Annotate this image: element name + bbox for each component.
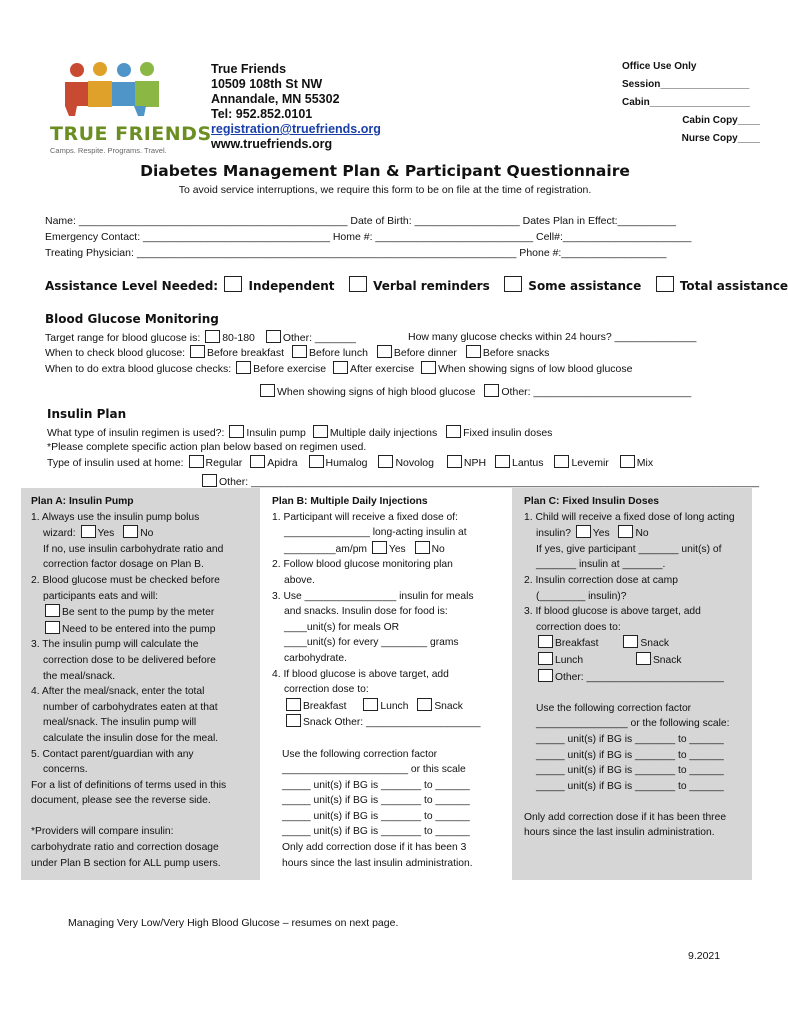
plan-c-units-field[interactable]: If yes, give participant _______ unit(s) of: [536, 543, 722, 555]
extra-other-field[interactable]: Other: ___________________________: [501, 386, 692, 398]
plan-b-line: Only add correction dose if it has been 3: [282, 842, 467, 854]
plan-c-snack-checkbox[interactable]: [623, 635, 638, 648]
plan-b-line: Use the following correction factor: [282, 748, 438, 760]
plan-a-line: under Plan B section for ALL pump users.: [31, 857, 221, 869]
some-assistance-label: Some assistance: [528, 279, 642, 293]
bg-when-label: When to check blood glucose:: [45, 347, 186, 359]
plan-c-other-checkbox[interactable]: [538, 669, 553, 682]
org-name: True Friends: [211, 62, 287, 76]
plan-a-line: meal/snack. The insulin pump will: [43, 717, 197, 729]
plan-c-line: 1. Child will receive a fixed dose of long acting: [524, 511, 735, 523]
assistance-label: Assistance Level Needed:: [45, 279, 219, 293]
plan-b-scale-row[interactable]: _____ unit(s) if BG is _______ to ______: [282, 826, 470, 838]
low-signs-checkbox[interactable]: [421, 361, 436, 374]
independent-label: Independent: [248, 279, 335, 293]
plan-a-line: the meal/snack.: [43, 670, 116, 682]
plan-a-line: 1. Always use the insulin pump bolus: [31, 511, 200, 523]
plan-c-line: 2. Insulin correction dose at camp: [524, 574, 678, 586]
bg-extra-label: When to do extra blood glucose checks:: [45, 363, 232, 375]
plan-b-line: hours since the last insulin administration.: [282, 857, 473, 869]
mix-label: Mix: [636, 457, 654, 469]
long-acting-field[interactable]: _______________ long-acting insulin at: [284, 527, 467, 539]
plan-b-other-field[interactable]: Other: ____________________: [334, 717, 481, 729]
verbal-reminders-checkbox[interactable]: [349, 276, 367, 292]
humalog-checkbox[interactable]: [309, 455, 324, 468]
meal-insulin-field[interactable]: 3. Use ________________ insulin for meals: [272, 590, 474, 602]
plan-b-line: carbohydrate.: [284, 652, 347, 664]
continue-note: Managing Very Low/Very High Blood Glucose – resumes on next page.: [68, 917, 399, 929]
before-exercise-label: Before exercise: [253, 363, 327, 375]
cabin-field[interactable]: Cabin__________________: [622, 97, 750, 108]
plan-b-yes-checkbox[interactable]: [372, 541, 387, 554]
bg-heading: Blood Glucose Monitoring: [45, 312, 219, 326]
apidra-label: Apidra: [267, 457, 298, 469]
org-info: [211, 62, 381, 152]
plan-c-lu-row: [524, 652, 746, 669]
plan-a-line: number of carbohydrates eaten at that: [43, 701, 218, 713]
am-pm-field[interactable]: _________am/pm: [284, 543, 368, 555]
regimen-label: What type of insulin regimen is used?:: [47, 427, 225, 439]
lantus-checkbox[interactable]: [495, 455, 510, 468]
bg-target-label: Target range for blood glucose is:: [45, 332, 201, 344]
office-use-title: Office Use Only: [622, 61, 697, 72]
plan-c-yes-label: Yes: [592, 528, 610, 540]
form-title: Diabetes Management Plan & Participant Questionnaire: [140, 162, 630, 180]
levemir-label: Levemir: [571, 457, 609, 469]
plan-b-scale-row[interactable]: _____ unit(s) if BG is _______ to ______: [282, 779, 470, 791]
plan-c-breakfast-label: Breakfast: [555, 638, 599, 650]
org-tel: Tel: 952.852.0101: [211, 107, 313, 121]
plan-a-line: 5. Contact parent/guardian with any: [31, 748, 194, 760]
plan-c-scale-row[interactable]: _____ unit(s) if BG is _______ to ______: [536, 749, 724, 761]
regimen-note: *Please complete specific action plan below based on regimen used.: [47, 441, 367, 453]
mdi-checkbox[interactable]: [313, 425, 328, 438]
units-per-meal-field[interactable]: ____unit(s) for meals OR: [284, 621, 400, 633]
plan-c-scale-row[interactable]: _____ unit(s) if BG is _______ to ______: [536, 733, 724, 745]
plan-c-yesno-row: [524, 525, 746, 542]
plan-a-line: carbohydrate ratio and correction dosage: [31, 842, 219, 854]
before-exercise-checkbox[interactable]: [236, 361, 251, 374]
plan-c-breakfast-checkbox[interactable]: [538, 635, 553, 648]
apidra-checkbox[interactable]: [250, 455, 265, 468]
plan-a-line: concerns.: [43, 764, 88, 776]
plan-c-panel: [512, 488, 752, 880]
independent-checkbox[interactable]: [224, 276, 242, 292]
plan-b-panel: [262, 488, 508, 880]
plan-b-snack-label: Snack: [434, 700, 463, 712]
plan-c-scale-row[interactable]: _____ unit(s) if BG is _______ to ______: [536, 780, 724, 792]
plan-a-wizard-row: [31, 525, 254, 542]
plan-c-no-checkbox[interactable]: [618, 525, 633, 538]
plan-a-line: calculate the insulin dose for the meal.: [43, 732, 219, 744]
plan-b-scale-row[interactable]: _____ unit(s) if BG is _______ to ______: [282, 795, 470, 807]
plan-c-no-label: No: [635, 528, 649, 540]
plan-c-lunch-label: Lunch: [555, 654, 584, 666]
plan-c-lunch-checkbox[interactable]: [538, 652, 553, 665]
plan-c-snack2-checkbox[interactable]: [636, 652, 651, 665]
logo: [50, 60, 212, 155]
session-field[interactable]: Session________________: [622, 79, 750, 90]
plan-b-title: Plan B: Multiple Daily Injections: [272, 496, 428, 507]
wizard-label: wizard:: [43, 528, 76, 540]
plan-a-line: participants eats and will:: [43, 590, 159, 602]
some-assistance-checkbox[interactable]: [504, 276, 522, 292]
target-other-checkbox[interactable]: [266, 330, 281, 343]
plan-c-factor-field[interactable]: ________________ or the following scale:: [536, 718, 730, 730]
wizard-no-checkbox[interactable]: [123, 525, 138, 538]
insulin-other-field[interactable]: Other: _______________________________________________________________________________________: [219, 476, 760, 488]
checks-per-day-field[interactable]: How many glucose checks within 24 hours? ______________: [408, 331, 697, 343]
before-dinner-label: Before dinner: [393, 347, 457, 359]
plan-b-lunch-checkbox[interactable]: [363, 698, 378, 711]
entered-into-pump-checkbox[interactable]: [45, 621, 60, 634]
sent-by-meter-checkbox[interactable]: [45, 604, 60, 617]
plan-b-snack2-label: Snack: [303, 717, 332, 729]
fixed-doses-label: Fixed insulin doses: [463, 427, 553, 439]
plan-b-scale-row[interactable]: _____ unit(s) if BG is _______ to ______: [282, 810, 470, 822]
plan-b-snack2-checkbox[interactable]: [286, 714, 301, 727]
plan-a-line: 3. The insulin pump will calculate the: [31, 639, 199, 651]
insulin-type-row: [47, 455, 653, 472]
plan-b-line: 2. Follow blood glucose monitoring plan: [272, 559, 453, 571]
plan-b-snack-other-row: [272, 714, 502, 731]
lantus-label: Lantus: [512, 457, 544, 469]
plan-a-line: 2. Blood glucose must be checked before: [31, 574, 220, 586]
plan-b-line: and snacks. Insulin dose for food is:: [284, 606, 448, 618]
low-signs-label: When showing signs of low blood glucose: [438, 363, 633, 375]
after-exercise-label: After exercise: [350, 363, 415, 375]
before-breakfast-checkbox[interactable]: [190, 345, 205, 358]
high-signs-checkbox[interactable]: [260, 384, 275, 397]
plan-b-lunch-label: Lunch: [380, 700, 409, 712]
plan-c-snack-label: Snack: [640, 638, 669, 650]
insulin-pump-label: Insulin pump: [246, 427, 306, 439]
bg-when-row: [45, 345, 549, 362]
before-snacks-checkbox[interactable]: [466, 345, 481, 358]
novolog-checkbox[interactable]: [378, 455, 393, 468]
before-breakfast-label: Before breakfast: [207, 347, 285, 359]
logo-brand: TRUE FRIENDS: [50, 123, 212, 145]
plan-b-line: correction dose to:: [284, 684, 369, 696]
target-80-180-checkbox[interactable]: [205, 330, 220, 343]
nurse-copy-field[interactable]: Nurse Copy____: [681, 133, 760, 144]
plan-b-line: 1. Participant will receive a fixed dose of:: [272, 511, 459, 523]
plan-b-breakfast-checkbox[interactable]: [286, 698, 301, 711]
plan-c-line: Only add correction dose if it has been three: [524, 811, 727, 823]
mdi-label: Multiple daily injections: [329, 427, 438, 439]
plan-a-line: document, please see the reverse side.: [31, 795, 211, 807]
sent-by-meter-label: Be sent to the pump by the meter: [62, 607, 215, 619]
org-email-link[interactable]: registration@truefriends.org: [211, 122, 381, 136]
plan-b-meals-row: [272, 698, 502, 715]
plan-a-line: For a list of definitions of terms used in this: [31, 779, 227, 791]
plan-b-line: above.: [284, 574, 315, 586]
plan-c-snack2-label: Snack: [652, 654, 682, 666]
office-use-block: [622, 58, 762, 148]
plan-b-no-label: No: [431, 543, 445, 555]
form-subtitle: To avoid service interruptions, we require this form to be on file at the time of registration.: [178, 184, 592, 196]
plan-b-ampm-row: [272, 541, 502, 558]
insulin-type-label: Type of insulin used at home:: [47, 457, 184, 469]
bg-extra-row: [45, 361, 633, 378]
plan-a-line: correction factor dosage on Plan B.: [43, 559, 204, 571]
logo-tagline: Camps. Respite. Programs. Travel.: [50, 146, 167, 155]
before-snacks-label: Before snacks: [482, 347, 550, 359]
bg-extra-row-2: [258, 384, 691, 401]
plan-b-line: 4. If blood glucose is above target, add: [272, 668, 449, 680]
entered-row: [31, 621, 254, 638]
plan-c-insulin-time-field[interactable]: _______ insulin at _______.: [536, 559, 666, 571]
plan-c-correction-insulin-field[interactable]: (________ insulin)?: [536, 590, 627, 602]
wizard-yes-label: Yes: [97, 528, 115, 540]
novolog-label: Novolog: [395, 457, 434, 469]
nph-label: NPH: [463, 457, 487, 469]
plan-b-no-checkbox[interactable]: [415, 541, 430, 554]
plan-c-line: 3. If blood glucose is above target, add: [524, 606, 701, 618]
fixed-doses-checkbox[interactable]: [446, 425, 461, 438]
plan-b-yes-label: Yes: [388, 543, 406, 555]
plan-a-panel: [21, 488, 260, 880]
before-lunch-checkbox[interactable]: [292, 345, 307, 358]
total-assistance-label: Total assistance: [679, 279, 788, 293]
levemir-checkbox[interactable]: [554, 455, 569, 468]
wizard-no-label: No: [140, 528, 154, 540]
form-version: 9.2021: [688, 950, 721, 962]
plan-c-line: Use the following correction factor: [536, 702, 692, 714]
name-dob-dates-row[interactable]: Name: ______________________________________________ Date of Birth: __________________ Dates Plan in Effect:__________: [45, 215, 676, 227]
insulin-heading: Insulin Plan: [47, 407, 127, 421]
entered-into-pump-label: Need to be entered into the pump: [62, 623, 216, 635]
plan-c-line: hours since the last insulin administration.: [524, 827, 715, 839]
plan-c-line: correction does to:: [536, 621, 621, 633]
plan-c-title: Plan C: Fixed Insulin Doses: [524, 496, 660, 507]
after-exercise-checkbox[interactable]: [333, 361, 348, 374]
plan-b-snack-checkbox[interactable]: [417, 698, 432, 711]
plan-a-line: If no, use insulin carbohydrate ratio and: [43, 543, 224, 555]
before-dinner-checkbox[interactable]: [377, 345, 392, 358]
cabin-copy-field[interactable]: Cabin Copy____: [682, 115, 760, 126]
plan-a-line: *Providers will compare insulin:: [31, 826, 174, 838]
org-address1: 10509 108th St NW: [211, 77, 323, 91]
physician-row[interactable]: Treating Physician: _________________________________________________________________ Phone #:__________________: [45, 247, 667, 259]
units-per-grams-field[interactable]: ____unit(s) for every ________ grams: [284, 637, 459, 649]
humalog-label: Humalog: [325, 457, 368, 469]
puzzle-people-icon: [50, 60, 180, 120]
plan-c-other-row: [524, 669, 746, 686]
target-other-field[interactable]: Other: _______: [282, 332, 356, 344]
plan-c-yes-checkbox[interactable]: [576, 525, 591, 538]
emergency-contact-row[interactable]: Emergency Contact: ________________________________ Home #: ___________________________ Cell#:______________________: [45, 231, 692, 243]
nph-checkbox[interactable]: [447, 455, 462, 468]
org-website: www.truefriends.org: [211, 137, 333, 151]
plan-c-scale-row[interactable]: _____ unit(s) if BG is _______ to ______: [536, 765, 724, 777]
meter-row: [31, 604, 254, 621]
plan-c-bk-row: [524, 635, 746, 652]
verbal-reminders-label: Verbal reminders: [373, 279, 490, 293]
plan-a-line: 4. After the meal/snack, enter the total: [31, 686, 205, 698]
plan-a-title: Plan A: Insulin Pump: [31, 496, 134, 507]
regular-label: Regular: [205, 457, 243, 469]
plan-c-other-field[interactable]: Other: ________________________: [555, 671, 724, 683]
total-assistance-checkbox[interactable]: [656, 276, 674, 292]
high-signs-label: When showing signs of high blood glucose: [277, 386, 476, 398]
org-address2: Annandale, MN 55302: [211, 92, 340, 106]
plan-b-factor-field[interactable]: ______________________ or this scale: [282, 764, 466, 776]
target-80-180-label: 80-180: [222, 332, 255, 344]
insulin-pump-checkbox[interactable]: [229, 425, 244, 438]
mix-checkbox[interactable]: [620, 455, 635, 468]
assistance-level-row: [45, 276, 788, 293]
insulin-other-checkbox[interactable]: [202, 474, 217, 487]
regular-checkbox[interactable]: [189, 455, 204, 468]
plan-b-breakfast-label: Breakfast: [303, 700, 347, 712]
wizard-yes-checkbox[interactable]: [81, 525, 96, 538]
before-lunch-label: Before lunch: [308, 347, 368, 359]
extra-other-checkbox[interactable]: [484, 384, 499, 397]
plan-c-insulin-label: insulin?: [536, 528, 571, 540]
plan-a-line: correction dose to be delivered before: [43, 654, 216, 666]
